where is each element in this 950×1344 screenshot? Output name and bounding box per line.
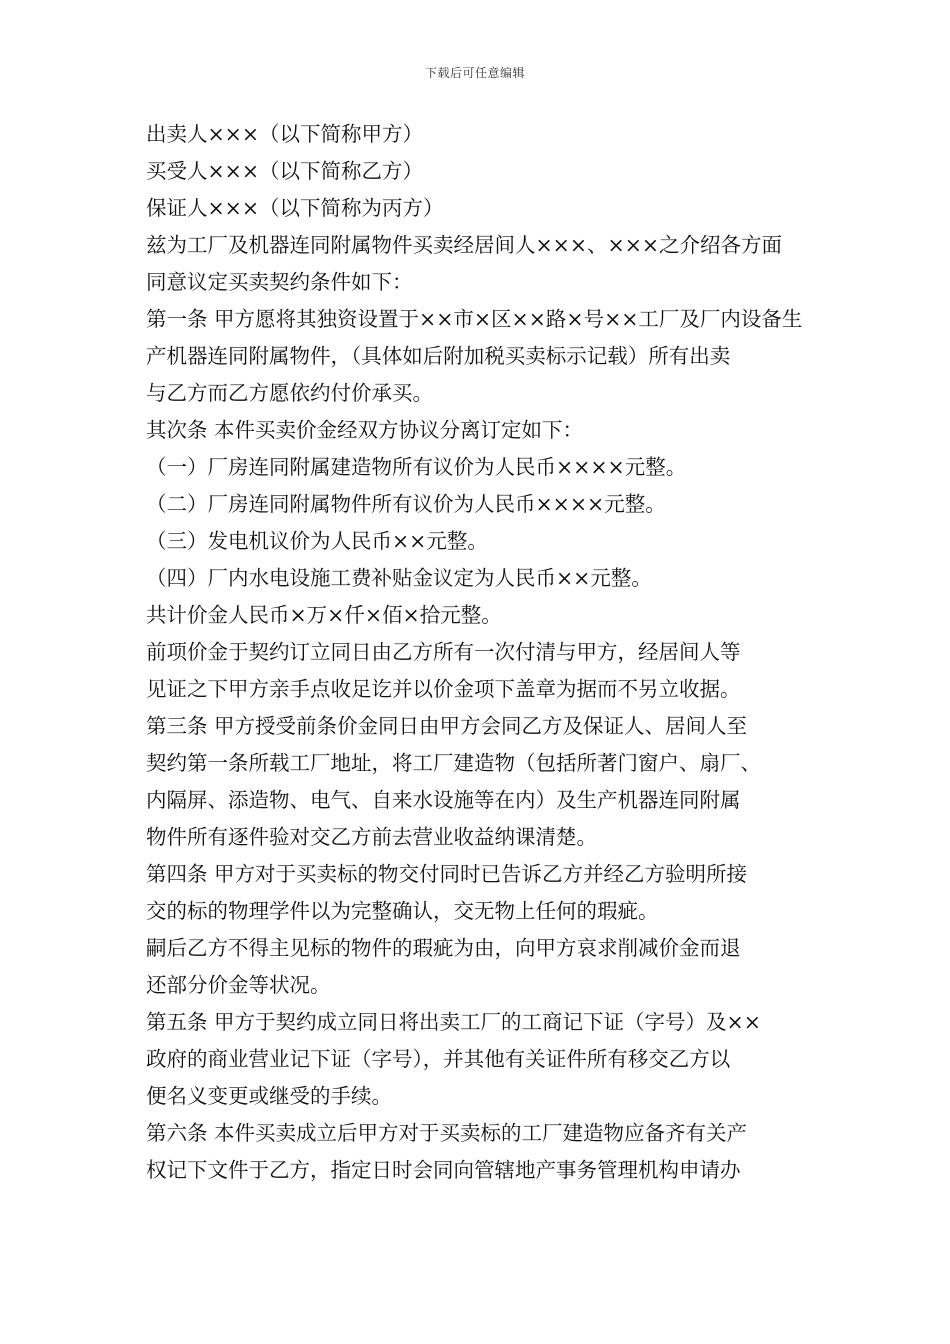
line-article-6a: 第六条 本件买卖成立后甲方对于买卖标的工厂建造物应备齐有关产 xyxy=(146,1121,748,1145)
line-article-1b: 产机器连同附属物件，（具体如后附加税买卖标示记载）所有出卖 xyxy=(146,344,731,368)
line-article-1a: 第一条 甲方愿将其独资设置于××市×区××路×号××工厂及厂内设备生 xyxy=(146,307,803,331)
line-article-6b: 权记下文件于乙方，指定日时会同向管辖地产事务管理机构申请办 xyxy=(146,1158,741,1182)
line-item-3: （三）发电机议价为人民币××元整。 xyxy=(146,529,488,553)
line-item-2: （二）厂房连同附属物件所有议价为人民币××××元整。 xyxy=(146,492,666,516)
page-header: 下载后可任意编辑 xyxy=(424,66,525,80)
line-payment-2: 见证之下甲方亲手点收足讫并以价金项下盖章为据而不另立收据。 xyxy=(146,677,741,701)
line-seller: 出卖人×××（以下简称甲方） xyxy=(146,122,424,146)
line-article-3a: 第三条 甲方授受前条价金同日由甲方会同乙方及保证人、居间人至 xyxy=(146,714,748,738)
line-buyer: 买受人×××（以下简称乙方） xyxy=(146,159,424,183)
line-article-4d: 还部分价金等状况。 xyxy=(146,973,331,997)
line-article-4a: 第四条 甲方对于买卖标的物交付同时已告诉乙方并经乙方验明所接 xyxy=(146,862,748,886)
line-item-4: （四）厂内水电设施工费补贴金议定为人民币××元整。 xyxy=(146,566,652,590)
line-payment-1: 前项价金于契约订立同日由乙方所有一次付清与甲方，经居间人等 xyxy=(146,640,741,664)
line-article-5a: 第五条 甲方于契约成立同日将出卖工厂的工商记下证（字号）及×× xyxy=(146,1010,761,1034)
line-article-3c: 内隔屏、添造物、电气、自来水设施等在内）及生产机器连同附属 xyxy=(146,788,741,812)
line-total: 共计价金人民币×万×仟×佰×拾元整。 xyxy=(146,603,502,627)
line-preamble-2: 同意议定买卖契约条件如下： xyxy=(146,270,413,294)
line-article-3d: 物件所有逐件验对交乙方前去营业收益纳课清楚。 xyxy=(146,825,597,849)
line-item-1: （一）厂房连同附属建造物所有议价为人民币××××元整。 xyxy=(146,455,687,479)
line-article-4b: 交的标的物理学件以为完整确认，交无物上任何的瑕疵。 xyxy=(146,899,659,923)
line-article-5c: 便名义变更或继受的手续。 xyxy=(146,1084,392,1108)
line-article-1c: 与乙方而乙方愿依约付价承买。 xyxy=(146,381,433,405)
line-article-4c: 嗣后乙方不得主见标的物件的瑕疵为由，向甲方哀求削减价金而退 xyxy=(146,936,741,960)
document-body xyxy=(146,116,816,1189)
line-preamble-1: 兹为工厂及机器连同附属物件买卖经居间人×××、×××之介绍各方面 xyxy=(146,233,783,257)
line-article-3b: 契约第一条所载工厂地址，将工厂建造物（包括所著门窗户、扇厂、 xyxy=(146,751,761,775)
line-article-2: 其次条 本件买卖价金经双方协议分离订定如下： xyxy=(146,418,584,442)
line-guarantor: 保证人×××（以下简称为丙方） xyxy=(146,196,444,220)
line-article-5b: 政府的商业营业记下证（字号），并其他有关证件所有移交乙方以 xyxy=(146,1047,731,1071)
